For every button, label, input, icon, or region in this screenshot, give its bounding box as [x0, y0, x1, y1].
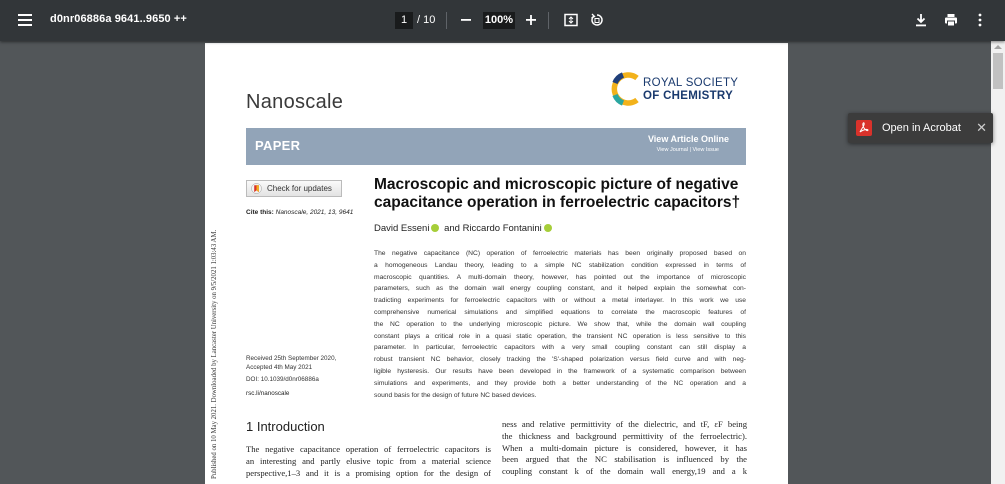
text-line: constant plays a critical role in a quasi static operation, the transient NC operation is less sensitive to this — [374, 332, 746, 340]
download-button[interactable] — [909, 8, 933, 32]
citation: Cite this: Nanoscale, 2021, 13, 9641 — [246, 209, 354, 216]
text-line: a homogeneous Landau theory, leading to a simple NC stabilization condition expressed in terms of — [374, 261, 746, 269]
text-line: the thickness and background permittivity of the ferroelectric). — [502, 430, 747, 441]
text-line: coupling constant k of the domain wall energy,19 and a k — [502, 466, 747, 477]
text-line: ligible hysteresis. Our results have been developed in the framework of a systematic comparison between — [374, 367, 746, 375]
open-in-acrobat-button[interactable] — [848, 113, 993, 143]
text-line: the NC operation to the underlying microscopic picture. We show that, while the domain wall coupling — [374, 320, 746, 328]
download-icon — [914, 13, 928, 27]
zoom-level-input[interactable]: 100% — [483, 12, 515, 29]
text-line: The negative capacitance operation of ferroelectric capacitors is — [246, 444, 491, 454]
text-line: an interesting and partly elusive topic from a material science — [246, 455, 491, 466]
text-line: been argued that the NC stabilisation is influenced by the — [502, 454, 747, 465]
page-number-input[interactable]: 1 — [395, 12, 413, 29]
journal-name: Nanoscale — [246, 91, 344, 113]
toolbar-divider — [548, 12, 549, 29]
authors: David Esseni and Riccardo Fontanini — [374, 223, 554, 234]
rotate-icon — [590, 13, 604, 27]
scroll-up-arrow-icon[interactable] — [994, 45, 1002, 49]
text-line: simulations and experiments, and they provide both a better understanding of the NC operation and a — [374, 379, 746, 387]
text-line: ness and relative permittivity of the dielectric, and tF, εF being — [502, 419, 747, 429]
text-line: tradicting experiments for ferroelectric capacitors with or without a metal interlayer. In this work we use — [374, 297, 746, 305]
close-icon[interactable]: ✕ — [976, 120, 987, 135]
text-line: sound basis for the design of future NC based devices. — [374, 391, 537, 399]
vertical-scrollbar[interactable] — [991, 41, 1005, 484]
view-journal-issue-links[interactable]: View Journal | View Issue — [656, 147, 719, 153]
pdf-page — [205, 43, 788, 484]
menu-icon[interactable] — [13, 8, 37, 32]
rsc-name-line2: OF CHEMISTRY — [643, 90, 734, 102]
text-line: macroscopic quantities. A multi-domain theory, however, has pointed out the importance of microscopic — [374, 273, 746, 281]
text-line: perspective,1–3 and it is a promising option for the design of — [246, 467, 491, 478]
fit-page-icon — [564, 13, 578, 27]
more-options-button[interactable] — [968, 8, 992, 32]
journal-link[interactable]: rsc.li/nanoscale — [246, 390, 290, 397]
orcid-icon[interactable] — [544, 224, 552, 232]
text-line: The negative capacitance (NC) operation of ferroelectric materials has been originally proposed based on — [374, 250, 746, 257]
orcid-icon[interactable] — [431, 224, 439, 232]
article-history: Received 25th September 2020, Accepted 4th May 2021 DOI: 10.1039/d0nr06886a — [246, 355, 337, 383]
fit-to-page-button[interactable] — [559, 8, 583, 32]
rotate-button[interactable] — [585, 8, 609, 32]
zoom-in-button[interactable] — [519, 8, 543, 32]
rsc-name-line1: ROYAL SOCIETY — [643, 77, 739, 89]
open-in-acrobat-label: Open in Acrobat — [882, 122, 961, 134]
text-line: comprehensive numerical simulations and simplified equations to correlate the macroscopic features of — [374, 308, 746, 316]
section-heading: 1 Introduction — [246, 419, 325, 434]
bookmark-icon — [251, 183, 262, 194]
page-total: / 10 — [417, 14, 436, 26]
pdf-toolbar — [0, 0, 1005, 41]
text-line: parameter. In particular, ferroelectric capacitors with a very small coupling constant can still display a — [374, 344, 746, 352]
print-icon — [944, 13, 958, 27]
plus-icon — [525, 14, 537, 26]
document-title: d0nr06886a 9641..9650 ++ — [50, 13, 187, 25]
body-text-left-column — [246, 444, 491, 479]
check-for-updates-button[interactable]: Check for updates — [246, 180, 342, 197]
more-vert-icon — [977, 13, 983, 27]
article-title: Macroscopic and microscopic picture of negative capacitance operation in ferroelectric capacitors† — [374, 176, 741, 211]
paper-type: PAPER — [255, 138, 301, 153]
zoom-out-button[interactable] — [454, 8, 478, 32]
paper-type-banner — [246, 128, 746, 165]
acrobat-icon — [856, 120, 872, 136]
download-notice: Published on 10 May 2021. Downloaded by Lancaster University on 9/5/2021 1:03:43 AM. — [211, 229, 218, 479]
minus-icon — [460, 14, 472, 26]
view-article-online-link[interactable]: View Article Online — [647, 134, 729, 144]
toolbar-divider — [446, 12, 447, 29]
body-text-right-column — [502, 419, 747, 478]
scrollbar-thumb[interactable] — [993, 53, 1003, 89]
text-line: When a multi-domain picture is considered, however, it has — [502, 442, 747, 453]
text-line: parameters, such as the domain wall energy coupling constant, and it helped explain the somewhat con- — [374, 285, 746, 293]
text-line: robust transient NC behavior, closely tracking the 'S'-shaped polarization versus field curve and with neg- — [374, 356, 746, 364]
rsc-logo-icon — [607, 69, 647, 109]
abstract — [374, 248, 746, 401]
print-button[interactable] — [939, 8, 963, 32]
